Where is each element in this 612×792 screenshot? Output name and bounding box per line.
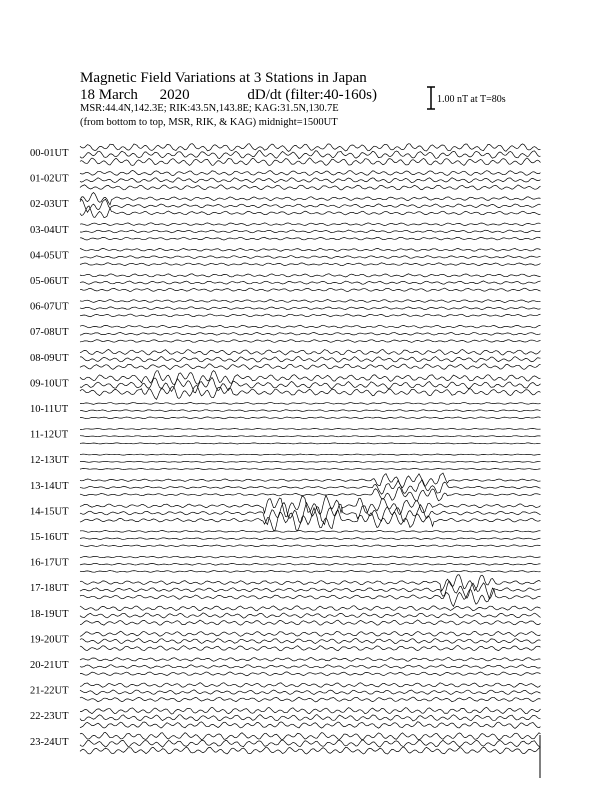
trace-17-18UT-RIK — [80, 581, 541, 599]
row-label-23-24UT: 23-24UT — [30, 736, 69, 748]
trace-20-21UT-MSR — [80, 672, 541, 676]
trace-08-09UT-KAG — [80, 349, 541, 355]
trace-10-11UT-KAG — [80, 403, 541, 405]
row-label-22-23UT: 22-23UT — [30, 711, 69, 723]
trace-13-14UT-RIK — [80, 480, 541, 495]
trace-05-06UT-KAG — [80, 274, 541, 277]
trace-06-07UT-RIK — [80, 307, 541, 310]
date-month: March — [98, 87, 138, 103]
date-year: 2020 — [159, 87, 190, 103]
trace-00-01UT-RIK — [80, 151, 541, 159]
trace-15-16UT-MSR — [80, 545, 541, 547]
trace-12-13UT-RIK — [80, 461, 541, 462]
trace-09-10UT-KAG — [80, 371, 541, 385]
trace-05-06UT-MSR — [80, 288, 541, 291]
trace-21-22UT-RIK — [80, 690, 541, 695]
trace-21-22UT-MSR — [80, 697, 541, 702]
trace-18-19UT-RIK — [80, 613, 541, 618]
trace-19-20UT-RIK — [80, 639, 541, 644]
trace-22-23UT-MSR — [80, 722, 541, 729]
trace-06-07UT-MSR — [80, 314, 541, 317]
trace-11-12UT-KAG — [80, 429, 541, 430]
trace-10-11UT-MSR — [80, 417, 541, 419]
row-label-09-10UT: 09-10UT — [30, 378, 69, 390]
row-label-08-09UT: 08-09UT — [30, 352, 69, 364]
trace-01-02UT-KAG — [80, 170, 541, 175]
row-label-06-07UT: 06-07UT — [30, 301, 69, 313]
trace-02-03UT-MSR — [80, 206, 541, 218]
row-label-11-12UT: 11-12UT — [30, 429, 69, 441]
trace-15-16UT-KAG — [80, 531, 541, 533]
trace-04-05UT-RIK — [80, 256, 541, 259]
trace-04-05UT-KAG — [80, 248, 541, 251]
row-label-02-03UT: 02-03UT — [30, 199, 69, 211]
trace-10-11UT-RIK — [80, 410, 541, 412]
trace-06-07UT-KAG — [80, 300, 541, 303]
trace-03-04UT-MSR — [80, 237, 541, 240]
trace-20-21UT-KAG — [80, 658, 541, 662]
station-coordinates: MSR:44.4N,142.3E; RIK:43.5N,143.8E; KAG:31.5N,130.7E — [80, 103, 339, 114]
trace-18-19UT-MSR — [80, 620, 541, 625]
trace-21-22UT-KAG — [80, 683, 541, 688]
trace-07-08UT-KAG — [80, 325, 541, 328]
row-label-18-19UT: 18-19UT — [30, 608, 69, 620]
midnight-note: midnight=1500UT — [258, 117, 338, 128]
trace-13-14UT-MSR — [80, 487, 541, 501]
chart-title: Magnetic Field Variations at 3 Stations in Japan — [80, 70, 367, 86]
trace-07-08UT-RIK — [80, 332, 541, 335]
trace-12-13UT-KAG — [80, 454, 541, 455]
row-label-21-22UT: 21-22UT — [30, 685, 69, 697]
row-label-03-04UT: 03-04UT — [30, 224, 69, 236]
trace-11-12UT-MSR — [80, 443, 541, 444]
trace-13-14UT-KAG — [80, 473, 541, 488]
row-label-04-05UT: 04-05UT — [30, 250, 69, 262]
row-label-16-17UT: 16-17UT — [30, 557, 69, 569]
quantity-label: dD/dt — [247, 87, 282, 103]
trace-19-20UT-MSR — [80, 646, 541, 651]
trace-04-05UT-MSR — [80, 263, 541, 266]
trace-17-18UT-MSR — [80, 588, 541, 606]
trace-01-02UT-RIK — [80, 178, 541, 183]
row-label-19-20UT: 19-20UT — [30, 634, 69, 646]
trace-12-13UT-MSR — [80, 468, 541, 469]
trace-16-17UT-KAG — [80, 556, 541, 558]
trace-03-04UT-RIK — [80, 230, 541, 233]
row-label-07-08UT: 07-08UT — [30, 327, 69, 339]
trace-05-06UT-RIK — [80, 281, 541, 284]
trace-08-09UT-MSR — [80, 364, 541, 370]
trace-00-01UT-MSR — [80, 158, 541, 166]
trace-15-16UT-RIK — [80, 538, 541, 540]
trace-23-24UT-MSR — [80, 747, 541, 754]
order-note: (from bottom to top, MSR, RIK, & KAG) — [80, 117, 257, 128]
trace-23-24UT-KAG — [80, 733, 541, 740]
trace-16-17UT-MSR — [80, 571, 541, 573]
trace-03-04UT-KAG — [80, 223, 541, 226]
trace-19-20UT-KAG — [80, 631, 541, 636]
row-label-05-06UT: 05-06UT — [30, 276, 69, 287]
trace-02-03UT-KAG — [80, 193, 541, 205]
trace-23-24UT-RIK — [80, 740, 541, 747]
trace-18-19UT-KAG — [80, 606, 541, 611]
trace-01-02UT-MSR — [80, 185, 541, 190]
row-label-20-21UT: 20-21UT — [30, 660, 69, 671]
trace-02-03UT-RIK — [80, 199, 541, 212]
trace-11-12UT-RIK — [80, 436, 541, 437]
row-label-13-14UT: 13-14UT — [30, 480, 69, 492]
filter-label: (filter:40-160s) — [285, 87, 377, 103]
trace-16-17UT-RIK — [80, 563, 541, 565]
row-label-14-15UT: 14-15UT — [30, 506, 69, 518]
row-label-10-11UT: 10-11UT — [30, 404, 69, 415]
trace-22-23UT-RIK — [80, 715, 541, 721]
row-label-15-16UT: 15-16UT — [30, 532, 69, 543]
row-label-17-18UT: 17-18UT — [30, 583, 69, 595]
row-label-12-13UT: 12-13UT — [30, 455, 69, 467]
row-label-00-01UT: 00-01UT — [30, 148, 69, 159]
trace-20-21UT-RIK — [80, 665, 541, 669]
scale-label: 1.00 nT at T=80s — [437, 94, 506, 105]
trace-08-09UT-RIK — [80, 357, 541, 363]
date-day: 18 — [80, 87, 95, 103]
trace-00-01UT-KAG — [80, 144, 541, 152]
trace-07-08UT-MSR — [80, 340, 541, 343]
row-label-01-02UT: 01-02UT — [30, 173, 69, 185]
trace-22-23UT-KAG — [80, 707, 541, 714]
